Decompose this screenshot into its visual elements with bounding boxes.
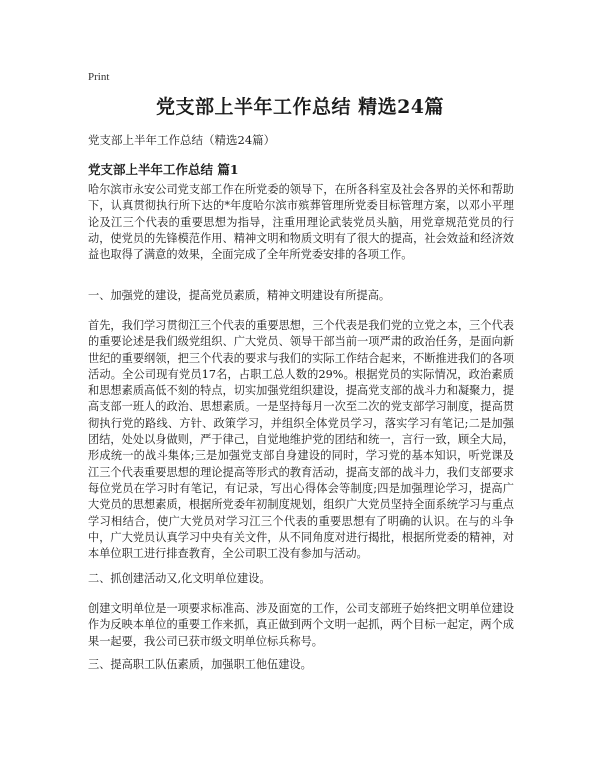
section-title: 党支部上半年工作总结 篇1	[88, 162, 239, 177]
print-label[interactable]: Print	[88, 71, 110, 83]
paragraph-2: 首先，我们学习贯彻江三个代表的重要思想，三个代表是我们党的立党之本，三个代表的重要论述是我们级党组织、广大党员、领导干部当前一项严肃的政治任务，是面向新世纪的重要纲领，把三个代表的要求与我们的实际工作结合起来，不断推进我们的各项活动。全公司现有党员17名，占职工总人数的29%。根据党员的实际情况，政治素质和思想素质高低不刻的特点，切实加强党组织建设，提高党支部的战斗力和凝聚力，提高支部一班人的政治、思想素质。一是坚持每月一次至二次的党支部学习制度，提高贯彻执行党的路线、方针、政策学习，并组织全体党员学习，落实学习有笔记;二是加强团结，处处以身做则，严于律己，自觉地维护党的团结和统一，言行一致，顾全大局，形成统一的战斗集体;三是加强党支部自身建设的同时，学习党的基本知识，听党课及江三个代表重要思想的理论提高等形式的教育活动，提高支部的战斗力，我们支部要求每位党员在学习时有笔记，有记录，写出心得体会等制度;四是加强理论学习，提高广大党员的思想素质，根据所党委年初制度规划，组织广大党员坚持全面系统学习与重点学习相结合，使广大党员对学习江三个代表的重要思想有了明确的认识。在与的斗争中，广大党员认真学习中央有关文件，从不同角度对进行揭批，根据所党委的精神，对本单位职工进行排查教育，全公司职工没有参加与活动。	[88, 319, 514, 561]
paragraph-1: 哈尔滨市永安公司党支部工作在所党委的领导下，在所各科室及社会各界的关怀和帮助下，认真贯彻执行所下达的*年度哈尔滨市殡葬管理所党委目标管理方案，以邓小平理论及江三个代表的重要思想为指导，注重用理论武装党员头脑，用党章规范党员的行动，使党员的先锋模范作用、精神文明和物质文明有了很大的提高，社会效益和经济效益也取得了满意的效果，全面完成了全年所党委安排的各项工作。	[88, 183, 514, 262]
document-subtitle: 党支部上半年工作总结（精选24篇）	[88, 133, 276, 147]
heading-3: 三、提高职工队伍素质，加强职工他伍建设。	[88, 658, 312, 671]
heading-1: 一、加强党的建设，提高党员素质，精神文明建设有所提高。	[88, 289, 391, 302]
page-title: 党支部上半年工作总结 精选24篇	[155, 96, 445, 118]
paragraph-3: 创建文明单位是一项要求标准高、涉及面宽的工作，公司支部班子始终把文明单位建设作为反映本单位的重要工作来抓，真正做到两个文明一起抓，两个目标一起定，两个成果一起要，我公司已获市级文明单位标兵称号。	[88, 602, 514, 648]
heading-2: 二、抓创建活动又,化文明单位建设。	[88, 572, 271, 585]
